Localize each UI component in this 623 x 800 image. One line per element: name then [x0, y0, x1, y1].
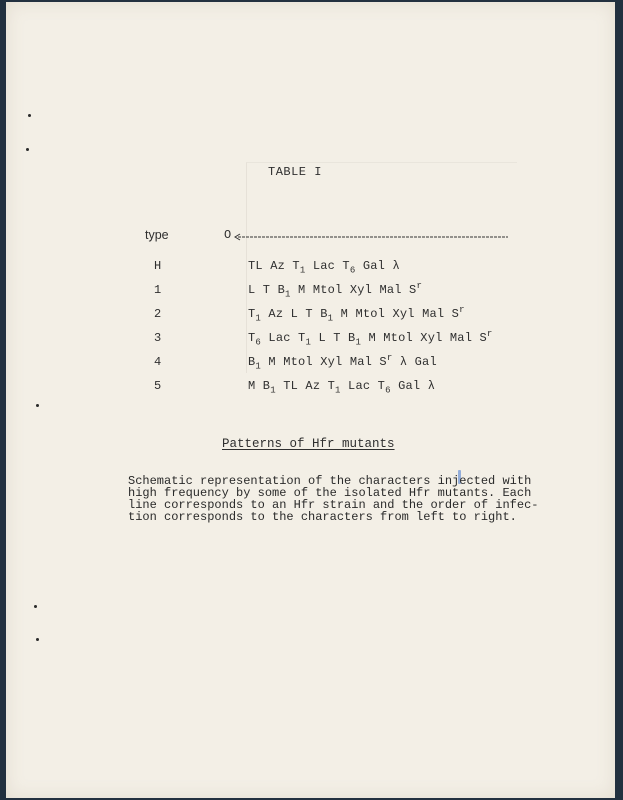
character-sequence: $T_1$ Az L T $B_1$ M Mtol Xyl Mal $S^r$ — [248, 305, 465, 324]
strain-type-id: 1 — [154, 283, 162, 297]
type-column-label: type — [145, 228, 169, 242]
caption-title: Patterns of Hfr mutants — [222, 437, 395, 451]
description-line: tion corresponds to the characters from left to right. — [128, 510, 517, 524]
strain-type-id: 5 — [154, 379, 162, 393]
margin-dot — [36, 404, 39, 407]
character-sequence: $T_6$ Lac $T_1$ L T $B_1$ M Mtol Xyl Mal $S^r$ — [248, 329, 493, 348]
character-sequence: L T $B_1$ M Mtol Xyl Mal $S^r$ — [248, 281, 423, 300]
character-sequence: TL Az $T_1$ Lac $T_6$ Gal λ — [248, 259, 400, 276]
origin-label: O — [224, 228, 232, 242]
margin-dot — [26, 148, 29, 151]
document-page — [6, 2, 615, 798]
strain-type-id: 2 — [154, 307, 162, 321]
strain-type-id: 4 — [154, 355, 162, 369]
description-line: high frequency by some of the isolated Hfr mutants. Each — [128, 486, 532, 500]
character-sequence: M $B_1$ TL Az $T_1$ Lac $T_6$ Gal λ — [248, 379, 436, 396]
margin-dot — [28, 114, 31, 117]
caption-description — [128, 475, 548, 523]
table-title: TABLE I — [268, 165, 322, 179]
strain-type-id: H — [154, 259, 162, 273]
strain-type-id: 3 — [154, 331, 162, 345]
margin-dot — [34, 605, 37, 608]
transfer-direction-arrow-icon — [232, 233, 508, 241]
character-sequence: $B_1$ M Mtol Xyl Mal $S^r$ λ Gal — [248, 353, 437, 372]
margin-dot — [36, 638, 39, 641]
description-line: line corresponds to an Hfr strain and the order of infec- — [128, 498, 539, 512]
description-line: Schematic representation of the characters injected with — [128, 474, 532, 488]
